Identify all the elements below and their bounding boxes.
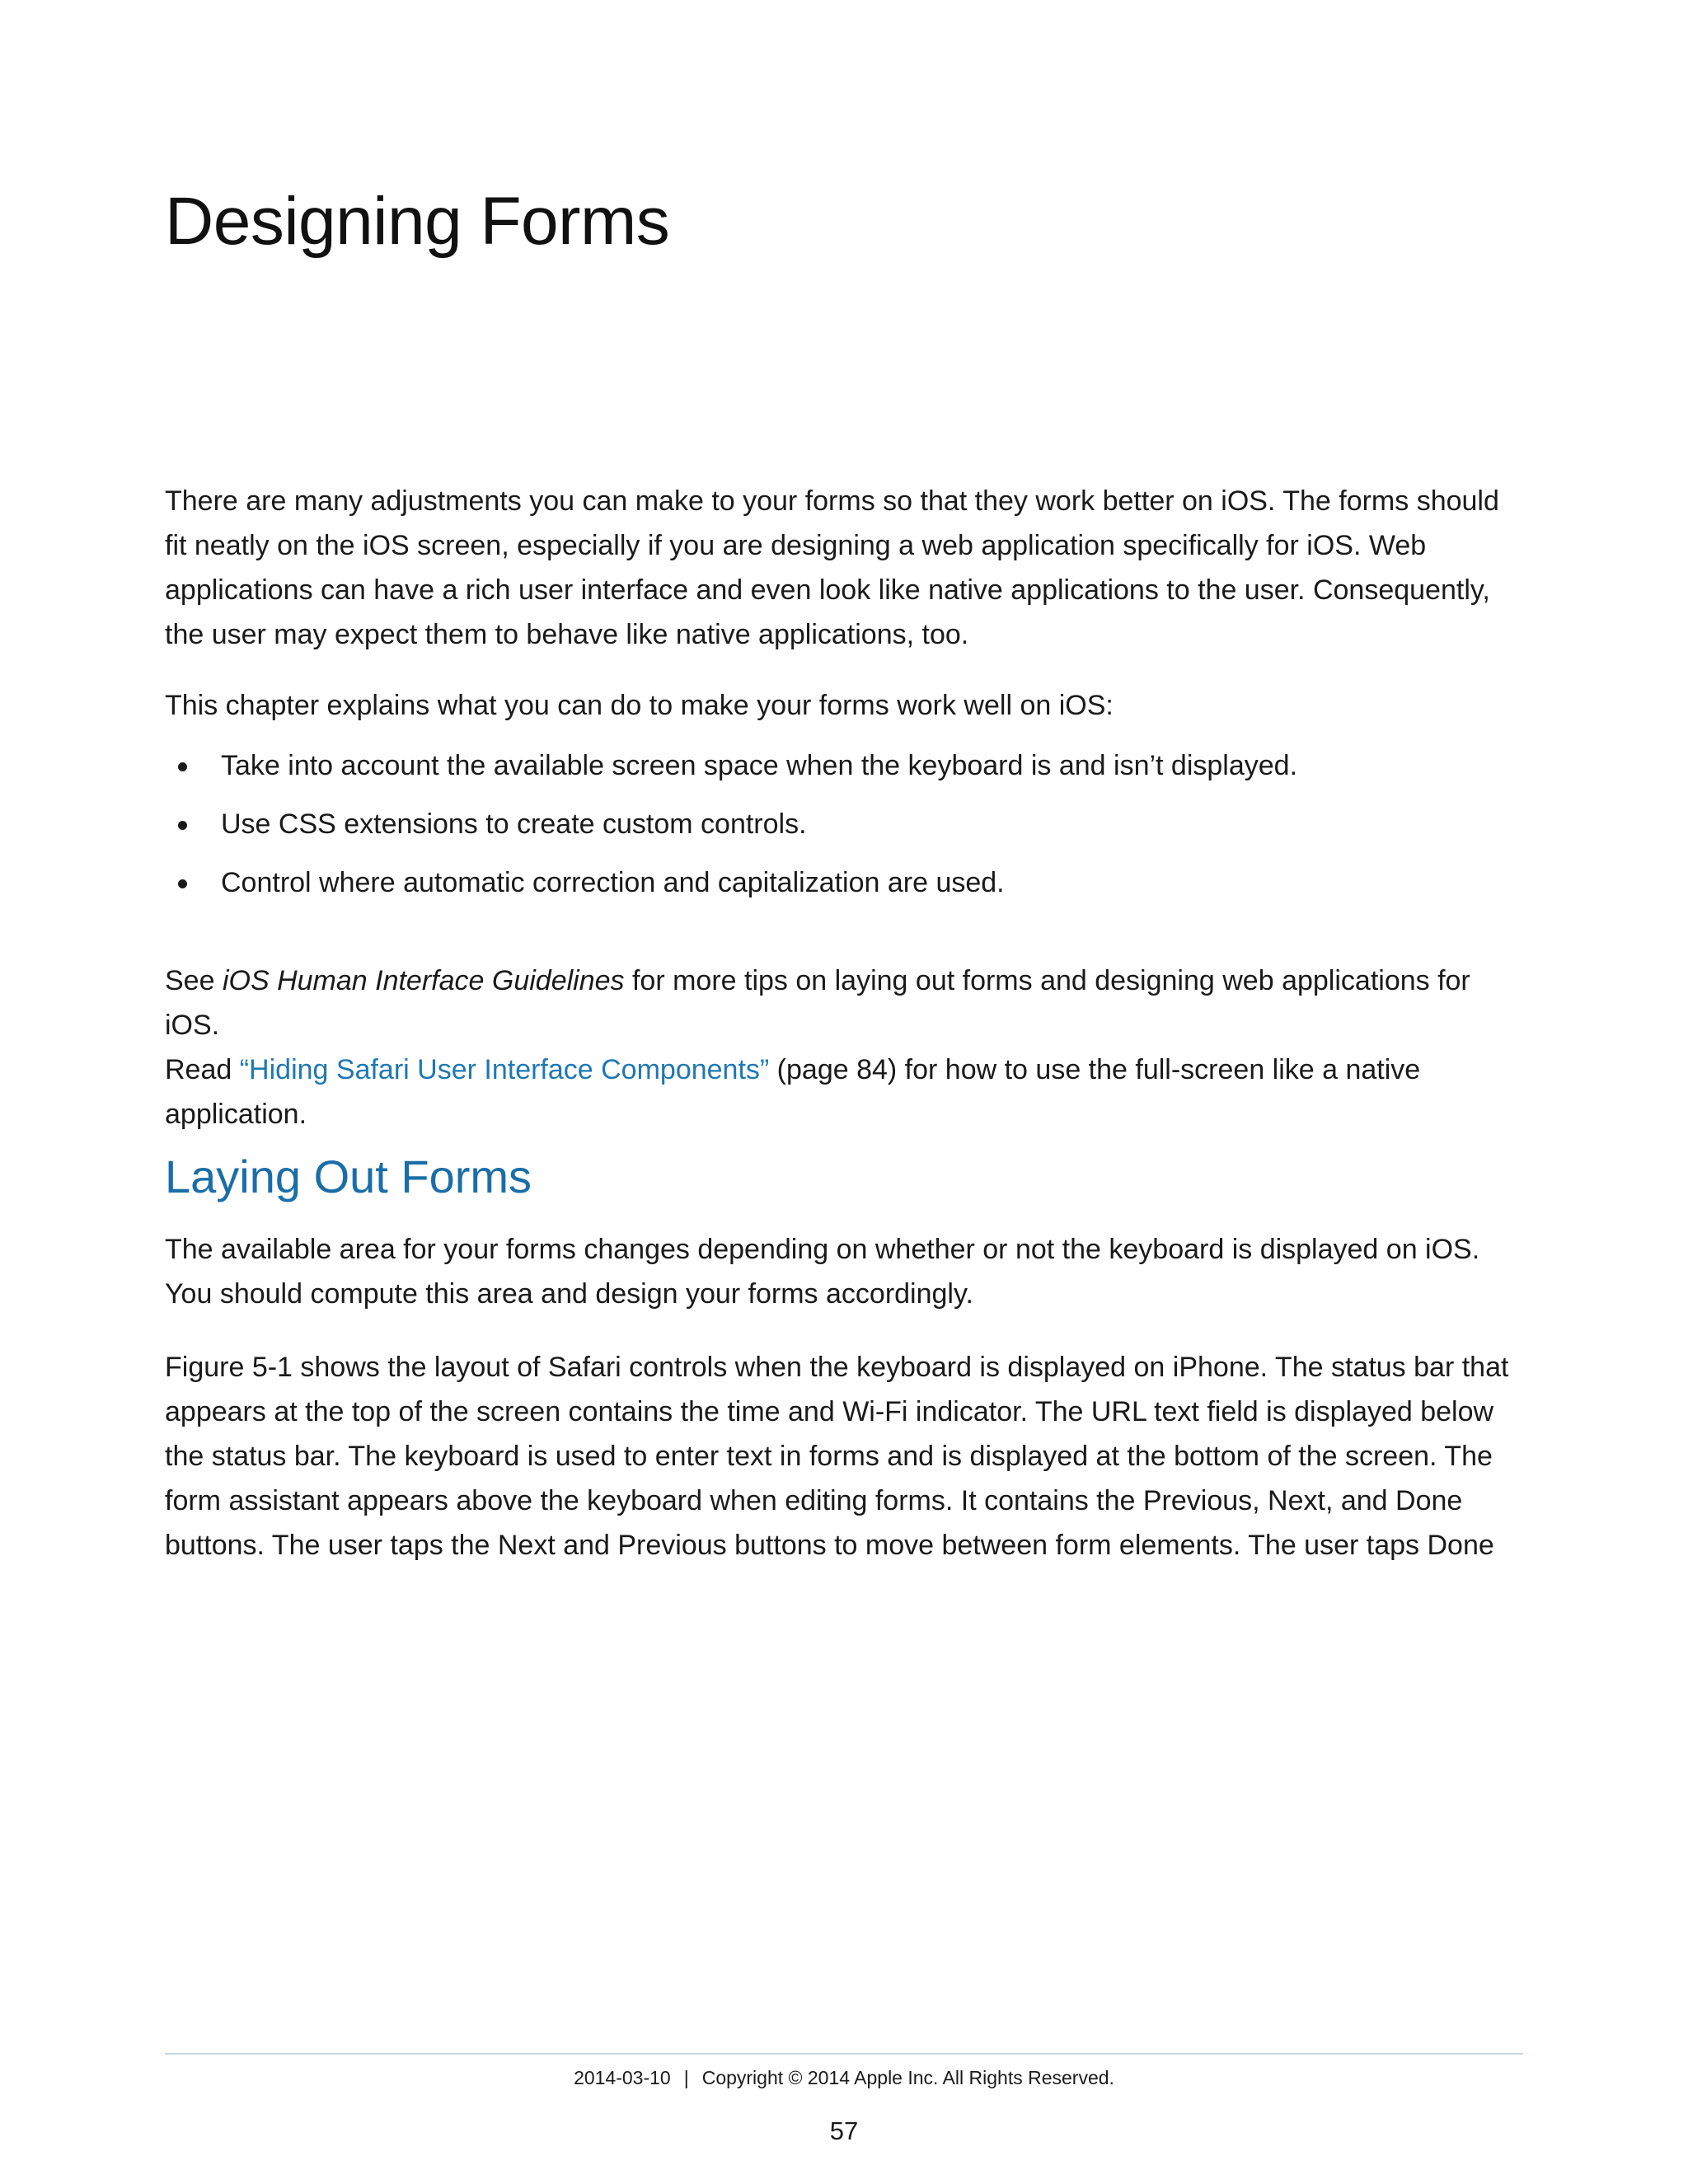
bullet-icon bbox=[178, 879, 187, 888]
chapter-title: Designing Forms bbox=[165, 184, 670, 259]
section-paragraph-1 bbox=[165, 1227, 1525, 1316]
intro-lead-text: This chapter explains what you can do to make your forms work well on iOS: bbox=[165, 690, 1114, 721]
footer-copyright: Copyright © 2014 Apple Inc. All Rights Reserved. bbox=[701, 2067, 1114, 2088]
footer-date: 2014-03-10 bbox=[574, 2067, 671, 2088]
list-item bbox=[165, 860, 1525, 905]
section-title: Laying Out Forms bbox=[165, 1151, 532, 1202]
footer-separator: | bbox=[683, 2067, 689, 2088]
list-item bbox=[165, 802, 1525, 846]
hiding-safari-ui-link[interactable]: “Hiding Safari User Interface Components” bbox=[239, 1054, 770, 1085]
see-prefix: See bbox=[165, 965, 223, 996]
intro-text: There are many adjustments you can make to your forms so that they work better on iOS. The forms should fit neatly on the iOS screen, especially if you are designing a web application specifically for iOS. Web applications can have a rich user interface and even look like native applications to the user. Consequently, the user may expect them to behave like native applications, too. bbox=[165, 485, 1499, 650]
section-paragraph-1-text: The available area for your forms changes depending on whether or not the keyboard is displayed on iOS. You should compute this area and design your forms accordingly. bbox=[165, 1234, 1480, 1310]
guide-title: iOS Human Interface Guidelines bbox=[222, 965, 625, 996]
section-paragraph-2 bbox=[165, 1345, 1525, 1568]
list-item-text: Take into account the available screen space when the keyboard is and isn’t displayed. bbox=[221, 750, 1298, 781]
list-item bbox=[165, 743, 1525, 788]
bullet-icon bbox=[178, 821, 187, 830]
intro-bullet-list bbox=[165, 743, 1525, 919]
see-also-paragraph bbox=[165, 958, 1525, 1137]
bullet-icon bbox=[178, 762, 187, 771]
section-paragraph-2-text: Figure 5-1 shows the layout of Safari controls when the keyboard is displayed on iPhone. The status bar that appears at the top of the screen contains the time and Wi-Fi indicator. The URL text field is displayed below the status bar. The keyboard is used to enter text in forms and is displayed at the bottom of the screen. The form assistant appears above the keyboard when editing forms. It contains the Previous, Next, and Done buttons. The user taps the Next and Previous buttons to move between form elements. The user taps Done bbox=[165, 1352, 1509, 1561]
see-also-line-2 bbox=[165, 1047, 1525, 1137]
see-also-line-1 bbox=[165, 958, 1525, 1047]
intro-paragraph bbox=[165, 479, 1525, 657]
footer bbox=[0, 2067, 1688, 2089]
see-suffix: for more tips on laying out forms and designing web applications for iOS. bbox=[165, 965, 1470, 1041]
footer-divider bbox=[165, 2053, 1523, 2055]
intro-lead bbox=[165, 683, 1525, 728]
read-suffix: (page 84) for how to use the full-screen like a native application. bbox=[165, 1054, 1421, 1130]
list-item-text: Control where automatic correction and capitalization are used. bbox=[221, 867, 1005, 898]
page-number: 57 bbox=[829, 2116, 859, 2145]
read-prefix: Read bbox=[165, 1054, 240, 1085]
list-item-text: Use CSS extensions to create custom controls. bbox=[221, 808, 807, 840]
